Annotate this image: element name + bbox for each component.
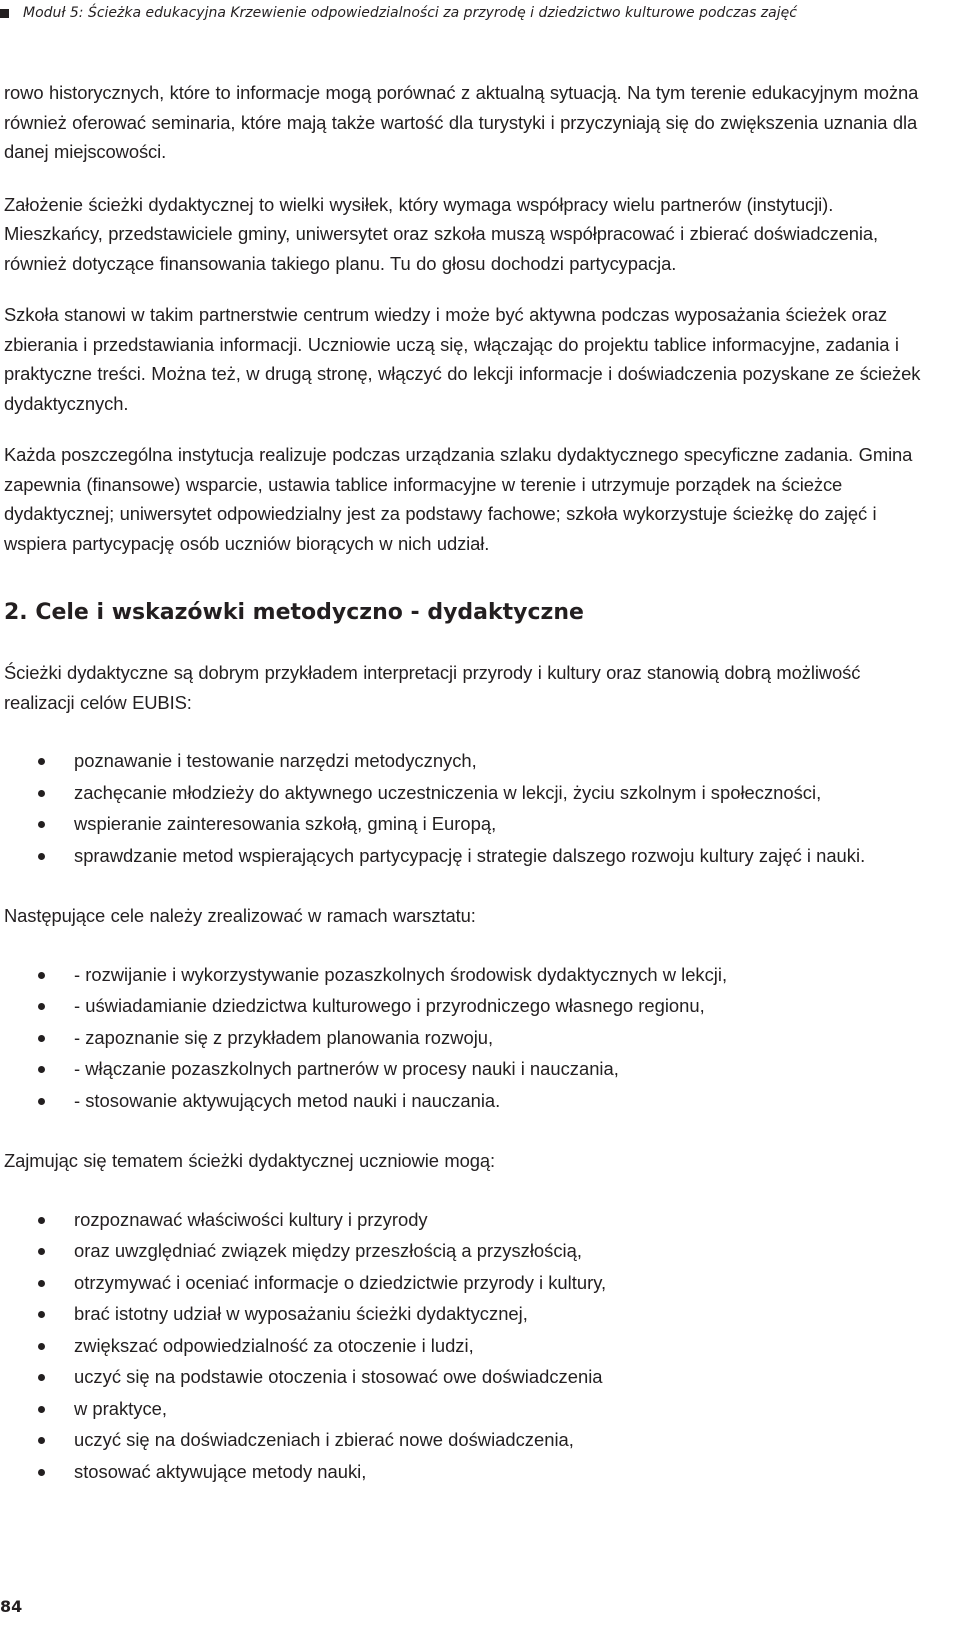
list-item-text: uczyć się na doświadczeniach i zbierać nowe doświadczenia,: [74, 1429, 574, 1450]
goals-list: [4, 745, 936, 871]
list-item: [4, 840, 936, 872]
header-title: Moduł 5: Ścieżka edukacyjna Krzewienie odpowiedzialności za przyrodę i dziedzictwo kulturowe podczas zajęć: [23, 5, 797, 21]
page-number: 84: [0, 1597, 23, 1616]
list-item: [4, 745, 936, 777]
list-item: [4, 1204, 936, 1236]
list-item-text: zwiększać odpowiedzialność za otoczenie i ludzi,: [74, 1334, 474, 1356]
workshop-goals-list: [4, 959, 936, 1117]
list-item-text: - rozwijanie i wykorzystywanie pozaszkolnych środowisk dydaktycznych w lekcji,: [74, 963, 728, 985]
list-item: [4, 990, 936, 1022]
list-item-text: uczyć się na podstawie otoczenia i stosować owe doświadczenia: [74, 1366, 603, 1387]
bullet-icon: [38, 1311, 45, 1318]
bullet-icon: [38, 1437, 45, 1444]
section-heading: 2. Cele i wskazówki metodyczno - dydaktyczne: [4, 600, 584, 625]
bullet-icon: [38, 1343, 45, 1350]
list-item-text: - stosowanie aktywujących metod nauki i nauczania.: [74, 1089, 501, 1111]
list-item: [4, 1424, 936, 1456]
list-item-text: w praktyce,: [74, 1397, 168, 1419]
bullet-icon: [38, 821, 45, 828]
section-intro: Ścieżki dydaktyczne są dobrym przykładem interpretacji przyrody i kultury oraz stanowią dobrą możliwość realizacji celów EUBIS:: [4, 662, 861, 713]
bullet-icon: [38, 853, 45, 860]
list-item: [4, 1298, 936, 1330]
bullet-icon: [38, 972, 45, 979]
list-item: [4, 1022, 936, 1054]
list-item-text: poznawanie i testowanie narzędzi metodycznych,: [74, 750, 477, 771]
list-item: [4, 1053, 936, 1085]
list-item: [4, 1085, 936, 1117]
bullet-icon: [38, 1469, 45, 1476]
bullet-icon: [38, 1003, 45, 1010]
list-item-text: wspieranie zainteresowania szkołą, gminą i Europą,: [74, 813, 497, 834]
page-content: [4, 78, 936, 1517]
list-item: [4, 1456, 936, 1488]
list-item: [4, 808, 936, 840]
header-square-icon: [0, 9, 9, 18]
list-item: [4, 1393, 936, 1425]
list-item-text: sprawdzanie metod wspierających partycypację i strategie dalszego rozwoju kultury zajęć i nauki.: [74, 844, 866, 866]
bullet-icon: [38, 1066, 45, 1073]
list-item-text: rozpoznawać właściwości kultury i przyrody: [74, 1208, 428, 1230]
list-item-text: - włączanie pozaszkolnych partnerów w procesy nauki i nauczania,: [74, 1058, 619, 1079]
bullet-icon: [38, 1217, 45, 1224]
list-item: [4, 1235, 936, 1267]
paragraph: Każda poszczególna instytucja realizuje podczas urządzania szlaku dydaktycznego specyficzne zadania. Gmina zapewnia (finansowe) wsparcie, ustawia tablice informacyjne w terenie i utrzymuje porządek na ścieżce dydaktycznej; uniwersytet odpowiedzialny jest za podstawy fachowe; szkoła wykorzystuje ścieżkę do zajęć i wspiera partycypację osób uczniów biorących w nich udział.: [4, 444, 913, 554]
list-item: [4, 1330, 936, 1362]
list-item: [4, 1361, 936, 1393]
list-item-text: - zapoznanie się z przykładem planowania rozwoju,: [74, 1026, 494, 1048]
bullet-icon: [38, 790, 45, 797]
students-intro: Zajmując się tematem ścieżki dydaktycznej uczniowie mogą:: [4, 1150, 495, 1171]
students-list: [4, 1204, 936, 1488]
list-item-text: zachęcanie młodzieży do aktywnego uczestniczenia w lekcji, życiu szkolnym i społeczności,: [74, 781, 822, 803]
bullet-icon: [38, 1280, 45, 1287]
list-item-text: brać istotny udział w wyposażaniu ścieżki dydaktycznej,: [74, 1303, 528, 1324]
bullet-icon: [38, 1035, 45, 1042]
list-item-text: oraz uwzględniać związek między przeszłością a przyszłością,: [74, 1240, 582, 1261]
bullet-icon: [38, 1098, 45, 1105]
list-item: [4, 959, 936, 991]
bullet-icon: [38, 1406, 45, 1413]
paragraph: Założenie ścieżki dydaktycznej to wielki wysiłek, który wymaga współpracy wielu partnerów (instytucji). Mieszkańcy, przedstawiciele gminy, uniwersytet oraz szkoła muszą współpracować i zbierać doświadczenia, również dotyczące finansowania takiego planu. Tu do głosu dochodzi partycypacja.: [4, 193, 879, 274]
list-item: [4, 1267, 936, 1299]
list-item-text: - uświadamianie dziedzictwa kulturowego i przyrodniczego własnego regionu,: [74, 995, 705, 1016]
paragraph: rowo historycznych, które to informacje mogą porównać z aktualną sytuacją. Na tym terenie edukacyjnym można również oferować seminaria, które mają także wartość dla turystyki i przyczyniają się do zwiększenia uznania dla danej miejscowości.: [4, 82, 919, 162]
bullet-icon: [38, 758, 45, 765]
running-header: [0, 2, 797, 24]
paragraph: Szkoła stanowi w takim partnerstwie centrum wiedzy i może być aktywna podczas wyposażania ścieżek oraz zbierania i przedstawiania informacji. Uczniowie uczą się, włączając do projektu tablice informacyjne, zadania i praktyczne treści. Można też, w drugą stronę, włączyć do lekcji informacje i doświadczenia pozyskane ze ścieżek dydaktycznych.: [4, 304, 921, 414]
workshop-intro: Następujące cele należy zrealizować w ramach warsztatu:: [4, 905, 476, 926]
list-item-text: stosować aktywujące metody nauki,: [74, 1460, 367, 1482]
list-item-text: otrzymywać i oceniać informacje o dziedzictwie przyrody i kultury,: [74, 1271, 607, 1293]
bullet-icon: [38, 1248, 45, 1255]
list-item: [4, 777, 936, 809]
bullet-icon: [38, 1374, 45, 1381]
